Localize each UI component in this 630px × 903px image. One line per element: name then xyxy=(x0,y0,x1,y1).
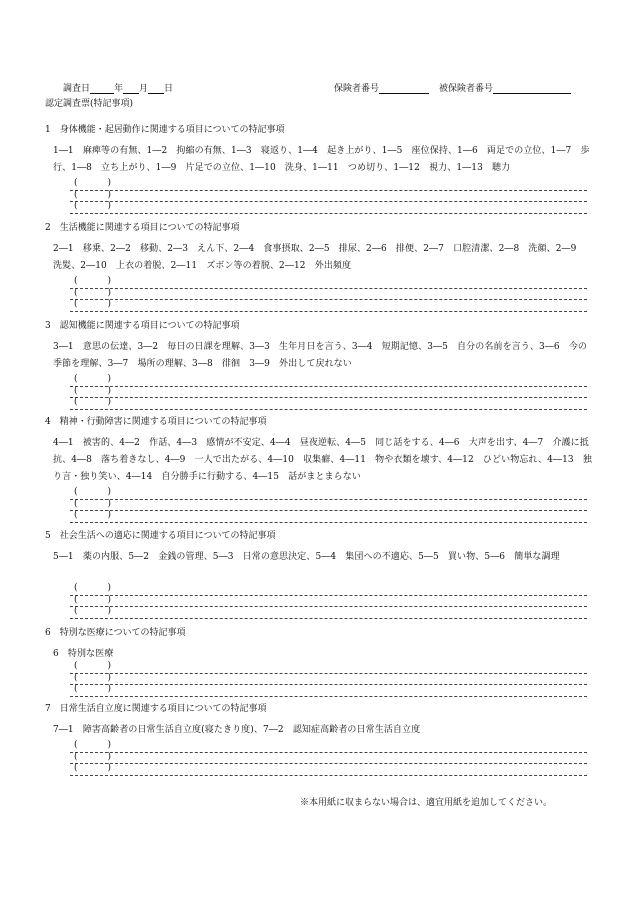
note-line[interactable]: ( ) xyxy=(70,488,587,500)
section-items: 3―1 意思の伝達、3―2 毎日の日課を理解、3―3 生年月日を言う、3―4 短期記憶、3―5 自分の名前を言う、3―6 今の季節を理解、3―7 場所の理解、3―8 徘徊 3―9 外出して戻れない xyxy=(53,342,588,369)
note-line[interactable]: ( ) xyxy=(70,398,587,410)
note-lines xyxy=(70,662,587,697)
note-line[interactable]: ( ) xyxy=(70,674,587,686)
month-input-line[interactable] xyxy=(123,83,139,94)
insurance-numbers xyxy=(334,83,571,94)
note-lines xyxy=(70,584,587,619)
note-lines xyxy=(70,375,587,410)
note-line[interactable]: ( ) xyxy=(70,277,587,289)
note-line[interactable]: ( ) xyxy=(70,500,587,512)
section-items: 1―1 麻痺等の有無、1―2 拘縮の有無、1―3 寝返り、1―4 起き上がり、1―5 座位保持、1―6 両足での立位、1―7 歩行、1―8 立ち上がり、1―9 片足での立位、1―10 洗身、1―11 つめ切り、1―12 視力、1―13 聴力 xyxy=(53,146,590,173)
note-line[interactable]: ( ) xyxy=(70,300,587,312)
note-line[interactable]: ( ) xyxy=(70,764,587,776)
insurer-number-label: 保険者番号 xyxy=(334,84,380,94)
insured-number-input-line[interactable] xyxy=(493,83,571,94)
section-title: 6 特別な医療についての特記事項 xyxy=(45,628,186,638)
form-header xyxy=(0,83,630,97)
note-line[interactable]: ( ) xyxy=(70,511,587,523)
note-lines xyxy=(70,488,587,523)
section-items: 2―1 移乗、2―2 移動、2―3 えん下、2―4 食事摂取、2―5 排尿、2―6 排便、2―7 口腔清潔、2―8 洗顔、2―9 洗髪、2―10 上衣の着脱、2―11 ズボン等の着脱、2―12 外出頻度 xyxy=(53,244,586,271)
note-line[interactable]: ( ) xyxy=(70,179,587,191)
note-line[interactable]: ( ) xyxy=(70,202,587,214)
note-line[interactable]: ( ) xyxy=(70,387,587,399)
note-lines xyxy=(70,741,587,776)
insurer-number-input-line[interactable] xyxy=(379,83,429,94)
month-label: 月 xyxy=(139,84,149,94)
survey-date-label: 調査日 xyxy=(63,84,91,94)
section-items: 5―1 薬の内服、5―2 金銭の管理、5―3 日常の意思決定、5―4 集団への不適応、5―5 買い物、5―6 簡単な調理 xyxy=(53,552,560,562)
note-line[interactable]: ( ) xyxy=(70,685,587,697)
note-line[interactable]: ( ) xyxy=(70,662,587,674)
note-line[interactable]: ( ) xyxy=(70,596,587,608)
note-line[interactable]: ( ) xyxy=(70,753,587,765)
section-title: 2 生活機能に関連する項目についての特記事項 xyxy=(45,223,240,233)
footer-note: ※本用紙に収まらない場合は、適宜用紙を追加してください。 xyxy=(300,798,553,808)
form-title: 認定調査票(特記事項) xyxy=(45,99,134,109)
note-line[interactable]: ( ) xyxy=(70,741,587,753)
note-line[interactable]: ( ) xyxy=(70,607,587,619)
note-line[interactable]: ( ) xyxy=(70,191,587,203)
section-items: 6 特別な医療 xyxy=(53,649,114,659)
section-title: 3 認知機能に関連する項目についての特記事項 xyxy=(45,321,240,331)
year-label: 年 xyxy=(114,84,124,94)
note-line[interactable]: ( ) xyxy=(70,584,587,596)
note-line[interactable]: ( ) xyxy=(70,289,587,301)
insured-number-label: 被保険者番号 xyxy=(439,84,494,94)
note-line[interactable]: ( ) xyxy=(70,375,587,387)
note-lines xyxy=(70,179,587,214)
section-items: 7―1 障害高齢者の日常生活自立度(寝たきり度)、7―2 認知症高齢者の日常生活自立度 xyxy=(53,725,421,735)
section-items: 4―1 被害的、4―2 作話、4―3 感情が不安定、4―4 昼夜逆転、4―5 同じ話をする、4―6 大声を出す、4―7 介護に抵抗、4―8 落ち着きなし、4―9 一人で出たがる、4―10 収集癖、4―11 物や衣類を壊す、4―12 ひどい物忘れ、4―13 独り言・独り笑い、4―14 自分勝手に行動する、4―15 話がまとまらない xyxy=(53,438,592,482)
section-title: 5 社会生活への適応に関連する項目についての特記事項 xyxy=(45,531,276,541)
survey-date xyxy=(63,83,173,94)
day-input-line[interactable] xyxy=(148,83,164,94)
note-lines xyxy=(70,277,587,312)
year-input-line[interactable] xyxy=(90,83,114,94)
section-title: 4 精神・行動障害に関連する項目についての特記事項 xyxy=(45,417,267,427)
section-title: 7 日常生活自立度に関連する項目についての特記事項 xyxy=(45,704,267,714)
section-title: 1 身体機能・起居動作に関連する項目についての特記事項 xyxy=(45,125,285,135)
day-label: 日 xyxy=(164,84,174,94)
